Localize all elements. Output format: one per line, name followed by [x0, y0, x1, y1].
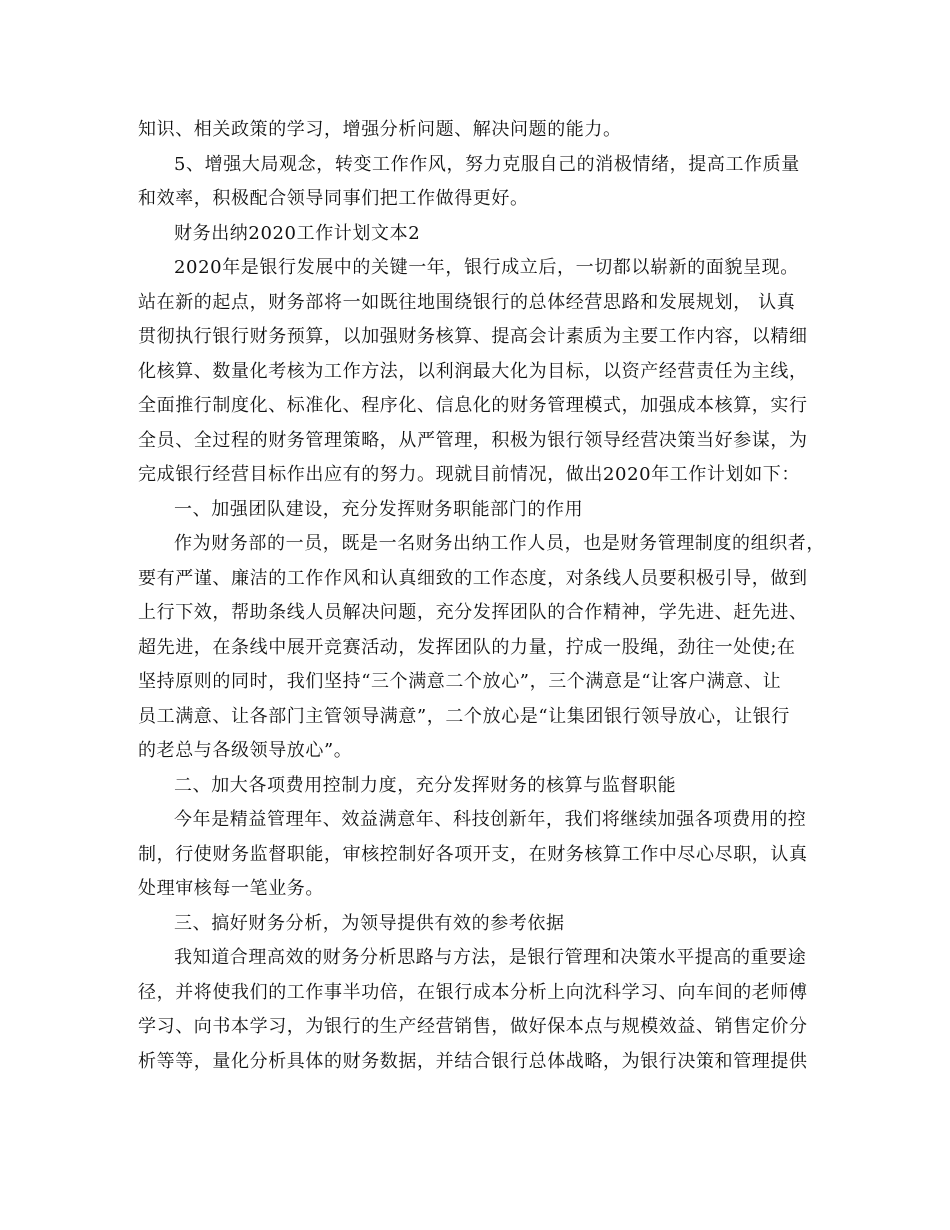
section-title: 财务出纳2020工作计划文本2: [174, 222, 421, 244]
text-line: 今年是精益管理年、效益满意年、科技创新年，我们将继续加强各项费用的控: [174, 809, 807, 830]
text-line: 径，并将使我们的工作事半功倍，在银行成本分析上向沈科学习、向车间的老师傅: [138, 981, 808, 1003]
text-line: 贯彻执行银行财务预算，以加强财务核算、提高会计素质为主要工作内容，以精细: [138, 326, 808, 347]
text-line: 知识、相关政策的学习，增强分析问题、解决问题的能力。: [138, 119, 622, 140]
text-line: 我知道合理高效的财务分析思路与方法，是银行管理和决策水平提高的重要途: [174, 947, 807, 968]
text-line: 析等等，量化分析具体的财务数据，并结合银行总体战略，为银行决策和管理提供: [138, 1050, 808, 1072]
text-line: 作为财务部的一员，既是一名财务出纳工作人员，也是财务管理制度的组织者，: [174, 533, 825, 554]
text-line: 坚持原则的同时，我们坚持“三个满意二个放心”，三个满意是“让客户满意、让: [138, 671, 782, 692]
text-line: 站在新的起点，财务部将一如既往地围绕银行的总体经营思路和发展规划， 认真: [138, 291, 796, 313]
text-line: 要有严谨、廉洁的工作作风和认真细致的工作态度，对条线人员要积极引导，做到: [138, 567, 808, 589]
section-heading: 二、加大各项费用控制力度，充分发挥财务的核算与监督职能: [174, 774, 677, 796]
text-line: 学习、向书本学习，为银行的生产经营销售，做好保本点与规模效益、销售定价分: [138, 1016, 808, 1037]
section-heading: 一、加强团队建设，充分发挥财务职能部门的作用: [174, 498, 584, 520]
text-line: 的老总与各级领导放心”。: [138, 740, 353, 761]
text-line: 全员、全过程的财务管理策略，从严管理，积极为银行领导经营决策当好参谋，为: [138, 429, 808, 451]
text-line: 化核算、数量化考核为工作方法，以利润最大化为目标，以资产经营责任为主线，: [138, 360, 808, 382]
text-line: 员工满意、让各部门主管领导满意”，二个放心是“让集团银行领导放心，让银行: [138, 705, 791, 727]
text-line: 上行下效，帮助条线人员解决问题，充分发挥团队的合作精神，学先进、赶先进、: [138, 602, 808, 623]
text-line: 处理审核每一笔业务。: [138, 878, 324, 899]
text-line: 制，行使财务监督职能，审核控制好各项开支，在财务核算工作中尽心尽职，认真: [138, 843, 808, 865]
section-heading: 三、搞好财务分析，为领导提供有效的参考依据: [174, 912, 565, 934]
text-line: 5、增强大局观念，转变工作作风，努力克服自己的消极情绪，提高工作质量: [174, 153, 800, 175]
text-line: 完成银行经营目标作出应有的努力。现就目前情况，做出2020年工作计划如下：: [138, 464, 801, 485]
text-line: 和效率，积极配合领导同事们把工作做得更好。: [138, 188, 529, 209]
text-line: 全面推行制度化、标准化、程序化、信息化的财务管理模式，加强成本核算，实行: [138, 395, 808, 416]
text-line: 2020年是银行发展中的关键一年，银行成立后，一切都以崭新的面貌呈现。: [174, 257, 799, 278]
document-body: [138, 113, 825, 1079]
text-line: 超先进，在条线中展开竞赛活动，发挥团队的力量，拧成一股绳，劲往一处使;在: [138, 636, 796, 658]
